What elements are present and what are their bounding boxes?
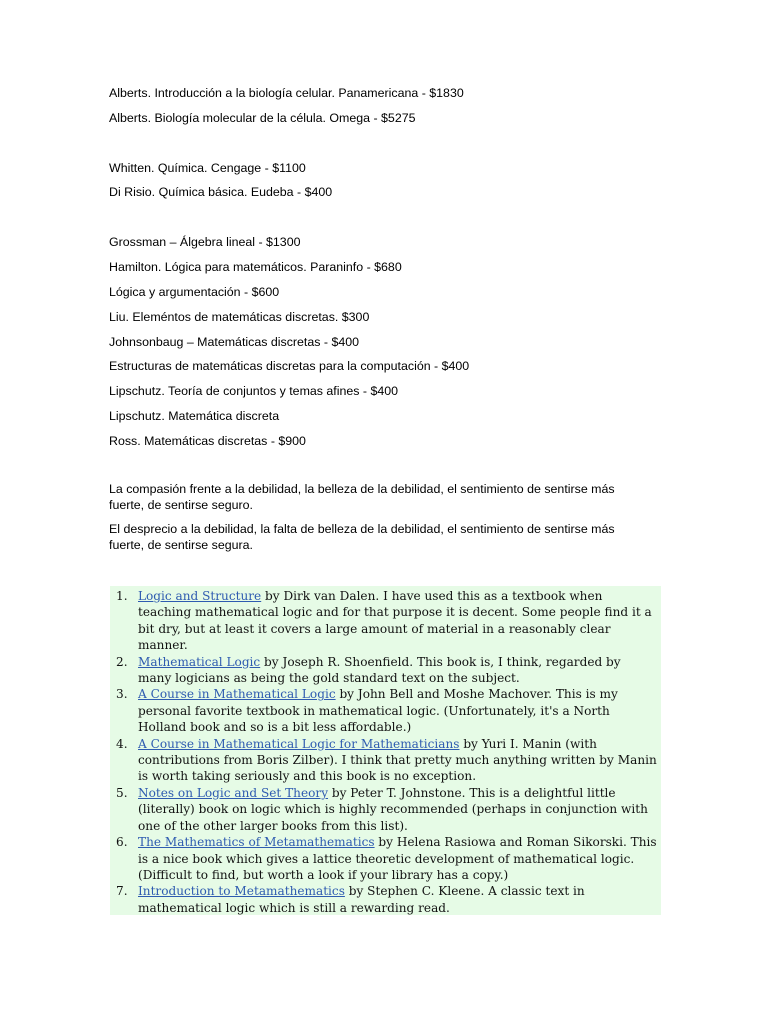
reference-item [110, 736, 661, 785]
reference-number: 1. [116, 589, 128, 603]
book-price-line: Ross. Matemáticas discretas - $900 [109, 434, 306, 448]
book-price-line: Liu. Eleméntos de matemáticas discretas. $300 [109, 310, 370, 324]
reference-title-link[interactable]: Logic and Structure [138, 589, 262, 603]
reference-item [110, 785, 661, 834]
reference-title-link[interactable]: Notes on Logic and Set Theory [138, 785, 329, 800]
reference-description: by Yuri I. Manin (with contributions from Boris Zilber). I think that pretty much anything written by Manin is worth taking seriously and this book is no exception. [138, 736, 657, 784]
reference-description: by Joseph R. Shoenfield. This book is, I think, regarded by many logicians as being the gold standard text on the subject. [138, 654, 621, 686]
reference-item [110, 654, 661, 687]
reference-item [110, 883, 661, 916]
reference-title-link[interactable]: The Mathematics of Metamathematics [138, 835, 375, 850]
contempt-paragraph: El desprecio a la debilidad, la falta de belleza de la debilidad, el sentimiento de sentirse más fuerte, de sentirse segura. [109, 522, 615, 552]
book-price-line: Johnsonbaug – Matemáticas discretas - $400 [109, 335, 360, 349]
book-price-line: Whitten. Química. Cengage - $1100 [109, 161, 306, 175]
book-price-line: Estructuras de matemáticas discretas para la computación - $400 [109, 359, 470, 373]
compassion-paragraph: La compasión frente a la debilidad, la belleza de la debilidad, el sentimiento de sentirse más fuerte, de sentirse seguro. [109, 482, 615, 512]
book-price-line: Hamilton. Lógica para matemáticos. Paraninfo - $680 [109, 260, 402, 274]
reference-title-link[interactable]: A Course in Mathematical Logic for Mathematicians [138, 736, 460, 751]
reference-description: by Peter T. Johnstone. This is a delightful little (literally) book on logic which is highly recommended (perhaps in conjunction with one of the other larger books from this list). [138, 785, 648, 833]
logic-book-references-list [110, 588, 661, 916]
reference-description: by John Bell and Moshe Machover. This is my personal favorite textbook in mathematical logic. (Unfortunately, it's a North Holland book and so is a bit less affordable.) [138, 687, 618, 735]
reference-title-link[interactable]: A Course in Mathematical Logic [138, 687, 336, 702]
reference-number: 2. [116, 654, 128, 669]
reference-description: by Helena Rasiowa and Roman Sikorski. This is a nice book which gives a lattice theoretic development of mathematical logic. (Difficult to find, but worth a look if your library has a copy.) [138, 835, 657, 882]
book-price-line: Di Risio. Química básica. Eudeba - $400 [109, 185, 333, 199]
book-price-line: Lipschutz. Matemática discreta [109, 409, 280, 423]
reference-number: 5. [116, 785, 128, 800]
reference-item [110, 686, 661, 735]
book-price-line: Grossman – Álgebra lineal - $1300 [109, 235, 301, 249]
reference-item [110, 588, 661, 654]
reference-number: 6. [116, 835, 128, 850]
reference-number: 3. [116, 687, 128, 702]
book-price-line: Alberts. Biología molecular de la célula. Omega - $5275 [109, 111, 416, 125]
reference-title-link[interactable]: Introduction to Metamathematics [138, 884, 345, 899]
reference-title-link[interactable]: Mathematical Logic [138, 654, 261, 669]
logic-book-references-box [110, 586, 661, 915]
book-price-line: Alberts. Introducción a la biología celular. Panamericana - $1830 [109, 86, 464, 100]
reference-description: by Stephen C. Kleene. A classic text in mathematical logic which is still a rewarding read. [138, 884, 585, 915]
reference-item [110, 834, 661, 883]
reference-number: 7. [116, 884, 128, 899]
reference-description: by Dirk van Dalen. I have used this as a textbook when teaching mathematical logic and for that purpose it is decent. Some people find it a bit dry, but at least it covers a large amount of material in a reasonably clear manner. [138, 589, 652, 653]
reference-number: 4. [116, 736, 128, 751]
book-price-line: Lipschutz. Teoría de conjuntos y temas afines - $400 [109, 384, 399, 398]
book-price-line: Lógica y argumentación - $600 [109, 285, 280, 299]
